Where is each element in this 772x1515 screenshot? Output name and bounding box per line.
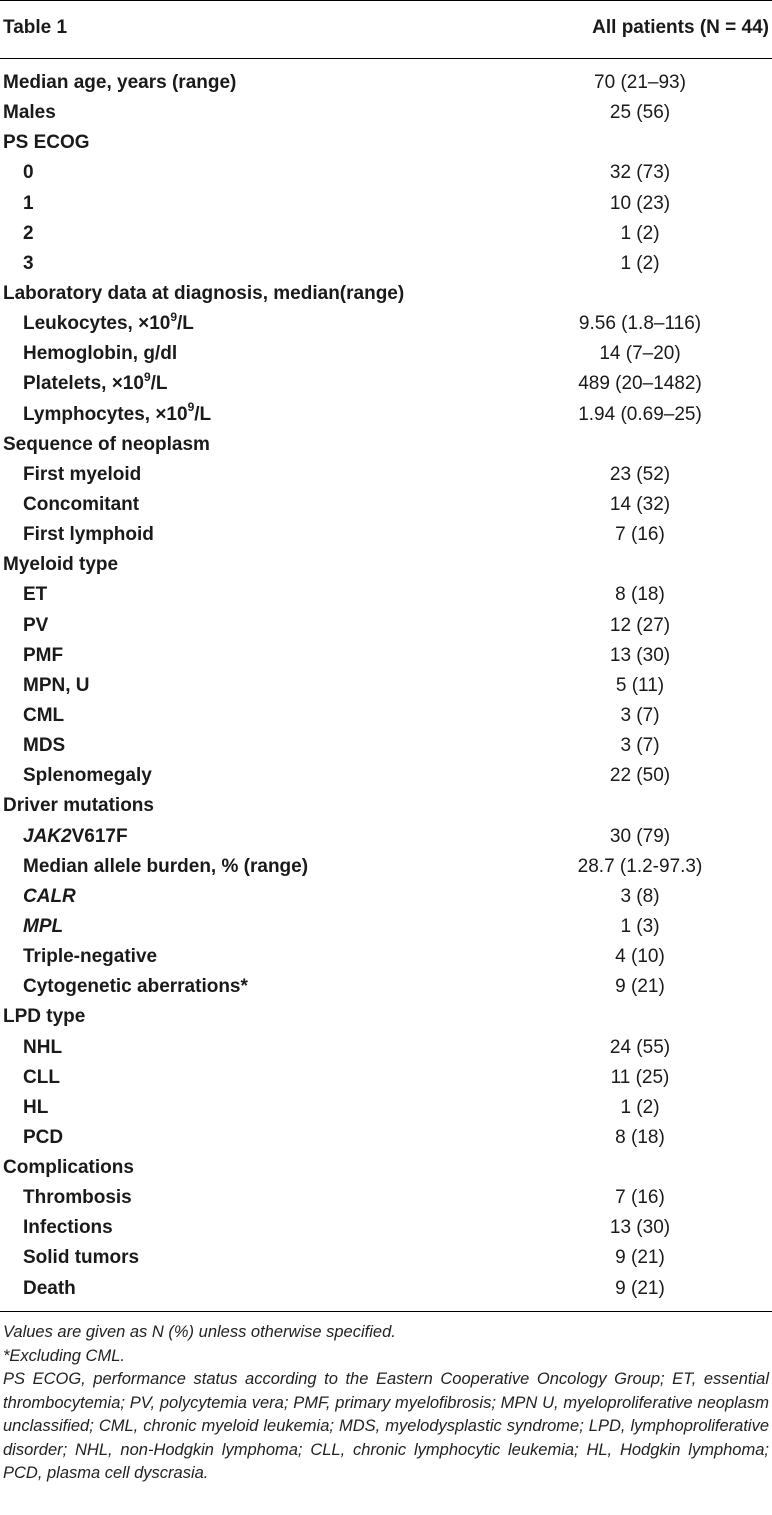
row-value: 1 (2) (620, 222, 660, 244)
row-label (23, 731, 65, 761)
table-row (0, 972, 772, 1002)
row-label-text: Myeloid type (3, 554, 119, 576)
row-label (23, 761, 152, 791)
row-value: 25 (56) (609, 102, 671, 124)
row-label-suffix: /L (177, 313, 194, 335)
values-note: Values are given as N (%) unless otherwise specified. (3, 1323, 396, 1341)
row-label (23, 972, 248, 1002)
table-row (0, 671, 772, 701)
table-row (0, 761, 772, 791)
row-label-suffix: /L (194, 403, 212, 425)
row-label-italic: JAK2 (23, 825, 72, 847)
row-label (23, 822, 128, 852)
row-value: 1 (2) (620, 1096, 660, 1118)
row-value: 1 (3) (620, 915, 660, 937)
row-value: 489 (20–1482) (578, 373, 702, 395)
row-label-text: MDS (23, 735, 66, 757)
table-title: Table 1 (3, 17, 68, 38)
row-value: 28.7 (1.2-97.3) (577, 855, 703, 877)
row-label (23, 1243, 139, 1273)
section-row (0, 430, 772, 460)
row-label (23, 1213, 113, 1243)
table-row (0, 1243, 772, 1273)
row-label (23, 1183, 132, 1213)
row-label-text: V617F (71, 825, 128, 847)
table-row (0, 309, 772, 339)
table-row (0, 641, 772, 671)
row-label-italic: CALR (23, 885, 76, 907)
row-label-text: 1 (23, 192, 34, 214)
row-value: 22 (50) (609, 765, 671, 787)
row-value: 9 (21) (615, 1247, 665, 1269)
row-label-text: Death (23, 1277, 76, 1299)
row-label (3, 68, 236, 98)
row-label-text: Driver mutations (3, 795, 154, 817)
section-row (0, 279, 772, 309)
row-label (3, 1002, 85, 1032)
row-label (23, 701, 64, 731)
row-label (3, 550, 118, 580)
row-label-text: Hemoglobin, g/dl (23, 343, 178, 365)
row-label-text: Leukocytes, ×10 (23, 313, 171, 335)
row-label (23, 611, 48, 641)
row-value: 32 (73) (609, 162, 671, 184)
row-value: 10 (23) (609, 192, 671, 214)
row-label (3, 1153, 134, 1183)
row-value: 3 (7) (620, 735, 660, 757)
table-row (0, 158, 772, 188)
section-row (0, 68, 772, 98)
column-header: All patients (N = 44) (592, 17, 769, 38)
row-label-text: PS ECOG (3, 132, 90, 154)
row-label-text: Lymphocytes, ×10 (23, 403, 188, 425)
table-row (0, 701, 772, 731)
row-value: 30 (79) (609, 825, 671, 847)
table-row (0, 1183, 772, 1213)
header-rule (0, 58, 772, 59)
row-label (23, 1033, 62, 1063)
row-label-text: LPD type (3, 1006, 86, 1028)
table-row (0, 1063, 772, 1093)
row-label-text: HL (23, 1096, 49, 1118)
row-label (23, 1274, 76, 1304)
row-label (23, 339, 177, 369)
row-label-italic: MPL (23, 915, 64, 937)
table-row (0, 460, 772, 490)
section-row (0, 128, 772, 158)
row-value: 24 (55) (609, 1036, 671, 1058)
section-row (0, 1153, 772, 1183)
row-value: 3 (8) (620, 885, 660, 907)
row-label-text: Thrombosis (23, 1187, 132, 1209)
table-row (0, 339, 772, 369)
row-label (23, 1063, 60, 1093)
row-label (23, 219, 34, 249)
row-value: 8 (18) (615, 584, 665, 606)
table-row (0, 219, 772, 249)
row-label-text: Concomitant (23, 493, 140, 515)
row-label-text: ET (23, 584, 48, 606)
table-body (0, 68, 772, 1304)
table-row (0, 731, 772, 761)
row-value: 7 (16) (615, 524, 665, 546)
row-label-text: Triple-negative (23, 946, 158, 968)
table-row (0, 1213, 772, 1243)
row-label-text: PV (23, 614, 49, 636)
row-label-text: Splenomegaly (23, 765, 152, 787)
row-value: 8 (18) (615, 1126, 665, 1148)
row-label (23, 942, 157, 972)
footnote: *Excluding CML. (3, 1346, 125, 1365)
row-label (23, 912, 63, 942)
row-label-text: CML (23, 704, 65, 726)
table-header (0, 0, 772, 58)
row-label-text: Cytogenetic aberrations* (23, 976, 248, 998)
row-value: 1 (2) (620, 252, 660, 274)
row-label (23, 490, 139, 520)
row-label (3, 279, 404, 309)
table-row (0, 520, 772, 550)
table-row (0, 249, 772, 279)
row-value: 23 (52) (609, 463, 671, 485)
row-label-text: First lymphoid (23, 524, 154, 546)
row-label (3, 128, 90, 158)
row-value: 1.94 (0.69–25) (578, 403, 702, 425)
row-label-text: Infections (23, 1217, 113, 1239)
row-label (23, 1123, 63, 1153)
row-label-text: Males (3, 102, 56, 124)
row-value: 9.56 (1.8–116) (578, 313, 702, 335)
section-row (0, 791, 772, 821)
row-label-text: 0 (23, 162, 34, 184)
row-label (23, 460, 141, 490)
row-value: 12 (27) (609, 614, 671, 636)
abbreviations-note: PS ECOG, performance status according to the Eastern Cooperative Oncology Group; ET, essential thrombocytemia; PV, polycytemia vera; PMF, primary myelofibrosis; MPN U, myeloproliferative neoplasm unclassified; CML, chronic myeloid leukemia; MDS, myelodysplastic syndrome; LPD, lymphoproliferative disorder; NHL, non-Hodgkin lymphoma; CLL, chronic lymphocytic leukemia; HL, Hodgkin lymphoma; PCD, plasma cell dyscrasia. (3, 1370, 769, 1482)
row-label-text: MPN, U (23, 674, 90, 696)
row-label (23, 400, 211, 430)
table-notes (3, 1321, 769, 1486)
row-label-text: Solid tumors (23, 1247, 140, 1269)
row-label (23, 189, 34, 219)
section-row (0, 98, 772, 128)
row-value: 14 (7–20) (599, 343, 681, 365)
table-row (0, 882, 772, 912)
row-label-text: Median age, years (range) (3, 72, 237, 93)
table-row (0, 1093, 772, 1123)
table-row (0, 1033, 772, 1063)
table-row (0, 369, 772, 399)
row-value: 11 (25) (610, 1066, 670, 1088)
row-label (23, 580, 47, 610)
row-label (3, 430, 210, 460)
table-row (0, 611, 772, 641)
table-row (0, 852, 772, 882)
row-label-text: First myeloid (23, 463, 142, 485)
table-row (0, 490, 772, 520)
bottom-rule (0, 1311, 772, 1312)
table-row (0, 189, 772, 219)
row-label-text: CLL (23, 1066, 60, 1088)
table-row (0, 822, 772, 852)
section-row (0, 550, 772, 580)
table-row (0, 580, 772, 610)
table-row (0, 400, 772, 430)
row-label (23, 641, 63, 671)
row-value: 9 (21) (615, 976, 665, 998)
row-label (23, 249, 34, 279)
row-label (23, 671, 90, 701)
row-value: 13 (30) (609, 644, 671, 666)
row-label-superscript: 9 (143, 370, 151, 385)
row-value: 7 (16) (615, 1187, 665, 1209)
row-label (23, 309, 194, 339)
row-label (3, 98, 56, 128)
row-label-text: Complications (3, 1157, 134, 1179)
row-label-suffix: /L (150, 373, 168, 395)
row-label (23, 158, 34, 188)
section-row (0, 1002, 772, 1032)
row-label (23, 369, 168, 399)
row-value: 9 (21) (615, 1277, 665, 1299)
row-label-text: Laboratory data at diagnosis, median(range) (3, 282, 405, 304)
row-value: 70 (21–93) (594, 72, 686, 93)
table-row (0, 1123, 772, 1153)
table-row (0, 942, 772, 972)
row-label (23, 1093, 48, 1123)
row-label-text: Sequence of neoplasm (3, 433, 210, 455)
row-label-text: Median allele burden, % (range) (23, 855, 309, 877)
row-value: 14 (32) (609, 493, 671, 515)
row-value: 13 (30) (609, 1217, 671, 1239)
row-label (3, 791, 154, 821)
row-label-text: NHL (23, 1036, 63, 1058)
row-label-text: PMF (23, 644, 64, 666)
row-label-superscript: 9 (170, 309, 178, 324)
table-row (0, 912, 772, 942)
row-label-text: 3 (23, 252, 34, 274)
row-value: 3 (7) (620, 704, 660, 726)
row-label-superscript: 9 (187, 400, 195, 415)
row-label-text: 2 (23, 222, 34, 244)
row-label-text: PCD (23, 1126, 64, 1148)
row-value: 4 (10) (615, 946, 665, 968)
row-value: 5 (11) (615, 674, 665, 696)
row-label (23, 882, 76, 912)
row-label (23, 520, 154, 550)
table-row (0, 1274, 772, 1304)
row-label-text: Platelets, ×10 (23, 373, 144, 395)
row-label (23, 852, 308, 882)
